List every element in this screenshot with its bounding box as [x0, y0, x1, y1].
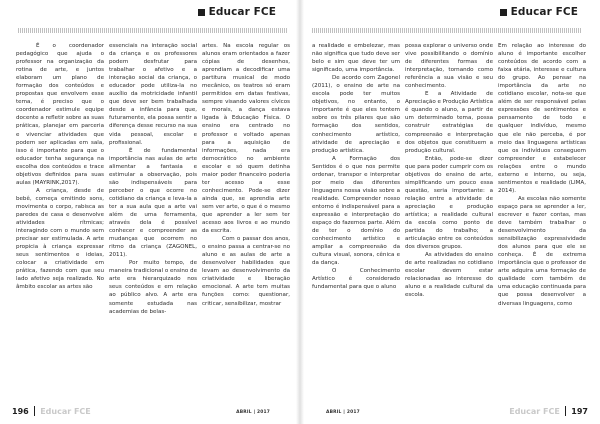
header-brand: Educar FCE	[208, 6, 276, 18]
paragraph: As escolas não somente espaço para se aprender a ler, escrever e fazer contas, mas deve também trabalhar o desenvolvimento da sensibilização expressividade dos alunos para que ele se conheça. É de extrema importância que o professor de arte adquira uma formação de qualidade com também de uma educação continuada para que possa desenvolver a diversas linguagens, como	[498, 195, 586, 307]
footer-brand: Educar FCE	[509, 406, 560, 416]
footer-divider	[34, 406, 36, 416]
header-rule	[18, 28, 288, 33]
page-footer	[12, 405, 91, 417]
page-number: 196	[12, 406, 29, 416]
header-square-icon	[198, 9, 205, 16]
text-column	[16, 42, 104, 392]
paragraph: a realidade e embelezar, mas não significa que tudo deve ser belo e sim que deve ter um significado, uma importância.	[312, 43, 400, 74]
text-column	[202, 42, 290, 392]
paragraph: Com o passar dos anos, o ensino passa a centrar-se no aluno e as aulas de arte a desenvolver habilidades que levam ao desenvolvimento da criatividade e liberação emocional. A arte tem muitas funções como: questionar, criticar, sensibilizar, mostrar	[202, 236, 290, 307]
paragraph: Por muito tempo, de maneira tradicional o ensino de arte era hierarquizado nos seus conteúdos e em relação ao público alvo. A arte era somente estudada nas academias de belas-	[109, 260, 197, 315]
page-header	[500, 5, 578, 19]
paragraph: O Conhecimento Artístico é considerado fundamental para que o aluno	[312, 268, 400, 291]
paragraph: De acordo com Zagonel (2011), o ensino de arte na escola pode ter muitos objetivos, no entanto, o importante é que eles tentem sobre os três pilares que são formação dos sentidos, conhecimento artístico, atividade de apreciação e produção artística.	[312, 75, 400, 154]
issue-date: ABRIL | 2017	[326, 410, 360, 415]
right-page	[300, 0, 600, 424]
paragraph: As atividades do ensino de arte realizadas no cotidiano escolar devem estar relacionadas ao interesse do aluno e a realidade cultural da escola.	[405, 252, 493, 299]
text-columns	[16, 42, 290, 392]
paragraph: É de fundamental importância nas aulas de arte alimentar a fantasia e estimular a observação, pois são indispensáveis para perceber o que ocorre no cotidiano da criança e leva-la a ter a sua aula que a arte vai além de uma ferramenta, através dela é possível conhecer e compreender as mudanças que ocorrem no ritmo da criança (ZAGONEL, 2011).	[109, 147, 197, 259]
text-columns	[312, 42, 586, 392]
text-column	[405, 42, 493, 392]
paragraph: A Formação dos Sentidos é o que nos permite ordenar, transpor e interpretar por meio das diferentes linguagens nossa visão sobre a realidade. Compreender nosso entorno é indispensável para a expressão e interpretação do espaço do fazemos parte. Além de ter o domínio do conhecimento artístico e ampliar a compreensão da cultura visual, sonora, cênica e da dança.	[312, 155, 400, 267]
paragraph: A criança, desde de bebê, começa emitindo sons, movimenta o corpo, rabisca as paredes de casa e desenvolve atividades rítmicas; interagindo com o mundo sem precisar ser estimulada. A arte propicia à criança expressar seus sentimentos e ideias, colocar a criatividade em prática, fazendo com que seu lado afetivo seja realizado. No âmbito escolar as artes são	[16, 187, 104, 291]
paragraph: possa explorar o universo onde vive possibilitando o domínio de diferentes formas de interpretação, tornando como referência a sua visão e seu conhecimento.	[405, 43, 493, 90]
paragraph: É o coordenador pedagógico que ajuda o professor na organização da rotina de arte, e juntos elaboram um plano de formação dos conteúdos e propostas que envolvem esse tema, é preciso que o coordenador estimule equipe docente a refletir sobre as suas práticas, planejar em parceria e vivenciar atividades que podem ser aplicadas em sala, isso é importante para que o educador tenha segurança na escolha dos conteúdos e trace objetivos definidos para suas aulas (MAYRINK,2017).	[16, 43, 104, 186]
paragraph: essenciais na interação social da criança e os professores podem desfrutar para trabalhar o afetivo e a interação social da criança, o educador pode utiliza-la no auxílio da motricidade infantil que deve ser bem trabalhada desde a infância para que, futuramente, ela possa sentir a diferença desse recurso na sua vida pessoal, escolar e profissional.	[109, 43, 197, 146]
paragraph: Então, pode-se dizer que para poder cumprir com os objetivos do ensino de arte, simplificando um pouco essa questão, seria importante: a relação entre a atividade de apreciação e produção artística; a realidade cultural da escola como ponto de partida do trabalho; a articulação entre os conteúdos dos diversos grupos.	[405, 155, 493, 251]
text-column	[109, 42, 197, 392]
footer-brand: Educar FCE	[40, 406, 91, 416]
paragraph: Em relação ao interesse do aluno é importante escolher conteúdos de acordo com a faixa etária, interesse e cultura do grupo. Ao pensar na importância da arte no cotidiano escolar, nota-se que além de ser responsável pelas expressões de sentimentos e pensamento de todo e qualquer indivíduo, mesmo que ele não perceba, é por meio das linguagens artísticas que os indivíduos conseguem compreender e estabelecer relações entre o mundo externo e interno, ou seja, sentimentos e realidade (LIMA, 2014).	[498, 43, 586, 194]
text-column	[498, 42, 586, 392]
paragraph: E a Atividade de Apreciação e Produção Artística é quando o aluno, a partir de um determinado tema, possa construir estratégias de compreensão e interpretação dos objetos que constituem a produção cultural.	[405, 91, 493, 154]
page-footer	[509, 405, 588, 417]
header-square-icon	[500, 9, 507, 16]
footer-divider	[565, 406, 567, 416]
issue-date: ABRIL | 2017	[236, 410, 270, 415]
page-header	[198, 5, 276, 19]
header-rule	[312, 28, 582, 33]
text-column	[312, 42, 400, 392]
paragraph: artes. Na escola regular os alunos eram orientados a fazer cópias de desenhos, aprendiam a decodificar uma partitura musical de modo mecânico, os teatros só eram permitidos em datas festivas, sempre visando valores cívicos e morais, a dança estava ligada à Educação Física. O ensino era centrado no professor e voltado apenas para a aquisição de informações, nada era democrático no ambiente escolar e só quem detinha maior poder financeiro poderia ter acesso a esse conhecimento. Pode-se dizer ainda que, se aprendia arte sem ver arte, o que é o mesmo que aprender a ler sem ter acesso aos livros e ao mundo da escrita.	[202, 43, 290, 235]
header-brand: Educar FCE	[510, 6, 578, 18]
page-number: 197	[571, 406, 588, 416]
